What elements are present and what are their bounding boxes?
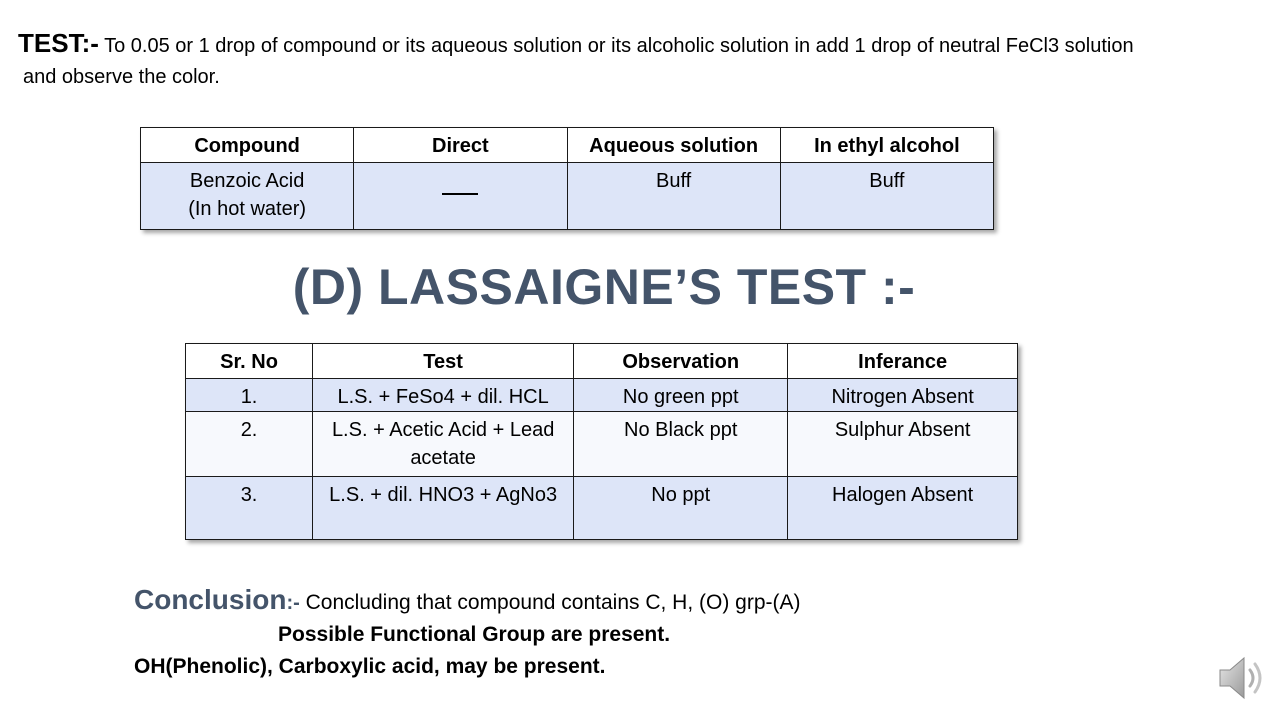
col-alcohol: In ethyl alcohol — [780, 128, 993, 163]
table-row — [186, 379, 1018, 412]
dash-mark — [442, 193, 478, 195]
col-direct: Direct — [354, 128, 567, 163]
lassaigne-table — [185, 343, 1018, 540]
test-description-cont: and observe the color. — [23, 66, 220, 88]
test-description: To 0.05 or 1 drop of compound or its aqueous solution or its alcoholic solution in add 1 drop of neutral FeCl3 solution — [104, 35, 1134, 57]
cell-test: L.S. + FeSo4 + dil. HCL — [313, 379, 574, 412]
cell-observation: No Black ppt — [574, 412, 788, 477]
col-sr-no: Sr. No — [186, 344, 313, 379]
intro-text — [18, 28, 1268, 93]
col-aqueous: Aqueous solution — [567, 128, 780, 163]
col-compound: Compound — [141, 128, 354, 163]
conclusion-sep: :- — [286, 592, 300, 614]
section-heading: (D) LASSAIGNE’S TEST :- — [292, 259, 916, 315]
test-label: TEST:- — [18, 28, 99, 58]
conclusion-label: Conclusion — [134, 584, 287, 615]
cell-inference: Halogen Absent — [788, 477, 1018, 540]
table-row — [141, 163, 994, 230]
conclusion-line2: Possible Functional Group are present. — [278, 623, 671, 646]
cell-sr: 3. — [186, 477, 313, 540]
col-inference: Inferance — [788, 344, 1018, 379]
cell-compound: Benzoic Acid (In hot water) — [141, 163, 354, 230]
cell-aqueous: Buff — [567, 163, 780, 230]
table-row — [186, 412, 1018, 477]
fecl3-table — [140, 127, 994, 230]
cell-test: L.S. + Acetic Acid + Lead acetate — [313, 412, 574, 477]
cell-direct — [354, 163, 567, 230]
cell-sr: 1. — [186, 379, 313, 412]
col-test: Test — [313, 344, 574, 379]
conclusion-text: Concluding that compound contains C, H, (O) grp-(A) — [299, 591, 801, 614]
conclusion-line3: OH(Phenolic), Carboxylic acid, may be present. — [134, 655, 606, 678]
cell-observation: No ppt — [574, 477, 788, 540]
cell-observation: No green ppt — [574, 379, 788, 412]
speaker-icon[interactable] — [1214, 652, 1270, 704]
cell-inference: Sulphur Absent — [788, 412, 1018, 477]
table-row — [186, 477, 1018, 540]
conclusion — [134, 584, 1134, 683]
col-observation: Observation — [574, 344, 788, 379]
cell-sr: 2. — [186, 412, 313, 477]
cell-alcohol: Buff — [780, 163, 993, 230]
cell-test: L.S. + dil. HNO3 + AgNo3 — [313, 477, 574, 540]
cell-inference: Nitrogen Absent — [788, 379, 1018, 412]
